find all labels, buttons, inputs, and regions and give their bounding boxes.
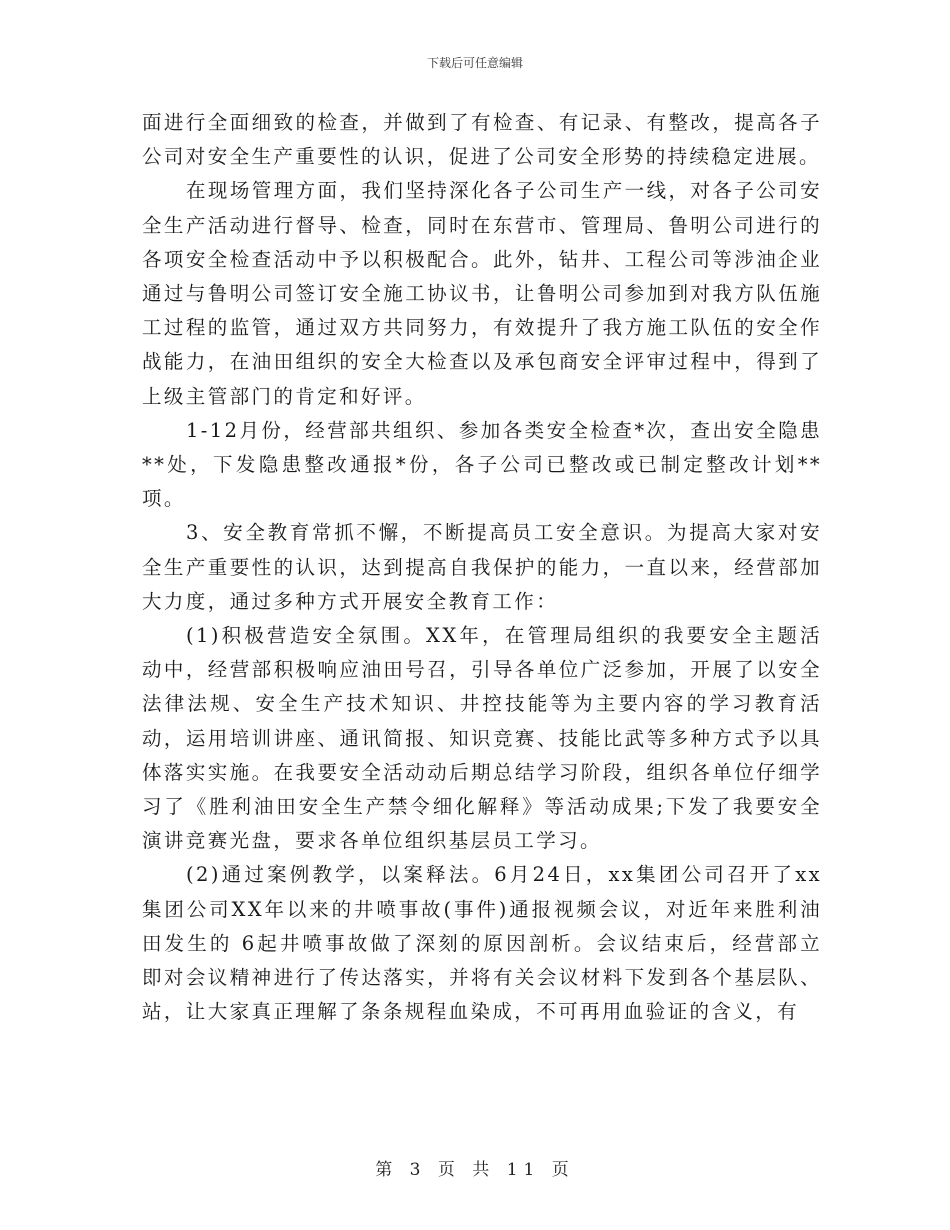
- page-number: 第 3 页 共 11 页: [375, 1160, 575, 1180]
- paragraph-continuation: 面进行全面细致的检查，并做到了有检查、有记录、有整改，提高各子公司对安全生产重要性的认识，促进了公司安全形势的持续稳定进展。: [142, 111, 822, 169]
- paragraph-site-management: 在现场管理方面，我们坚持深化各子公司生产一线，对各子公司安全生产活动进行督导、检查，同时在东营市、管理局、鲁明公司进行的各项安全检查活动中予以积极配合。此外，钻井、工程公司等涉油企业通过与鲁明公司签订安全施工协议书，让鲁明公司参加到对我方队伍施工过程的监管，通过双方共同努力，有效提升了我方施工队伍的安全作战能力，在油田组织的安全大检查以及承包商安全评审过程中，得到了上级主管部门的肯定和好评。: [142, 179, 822, 408]
- page-header-note: 下载后可任意编辑: [426, 56, 523, 70]
- paragraph-case-teaching: (2)通过案例教学，以案释法。6月24日，xx集团公司召开了xx集团公司XX年以来的井喷事故(事件)通报视频会议，对近年来胜利油田发生的 6起井喷事故做了深刻的原因剖析。会议结束后，经营部立即对会议精神进行了传达落实，并将有关会议材料下发到各个基层队、站，让大家真正理解了条条规程血染成，不可再用血验证的含义，有: [142, 863, 822, 1024]
- paragraph-safety-atmosphere: (1)积极营造安全氛围。XX年，在管理局组织的我要安全主题活动中，经营部积极响应油田号召，引导各单位广泛参加，开展了以安全法律法规、安全生产技术知识、井控技能等为主要内容的学习教育活动，运用培训讲座、通讯简报、知识竞赛、技能比武等多种方式予以具体落实实施。在我要安全活动动后期总结学习阶段，组织各单位仔细学习了《胜利油田安全生产禁令细化解释》等活动成果;下发了我要安全演讲竞赛光盘，要求各单位组织基层员工学习。: [142, 624, 822, 853]
- paragraph-inspection-stats: 1-12月份，经营部共组织、参加各类安全检查*次，查出安全隐患**处，下发隐患整改通报*份，各子公司已整改或已制定整改计划**项。: [142, 418, 822, 511]
- document-body: [142, 106, 822, 1029]
- paragraph-safety-education: 3、安全教育常抓不懈，不断提高员工安全意识。为提高大家对安全生产重要性的认识，达到提高自我保护的能力，一直以来，经营部加大力度，通过多种方式开展安全教育工作：: [142, 521, 822, 613]
